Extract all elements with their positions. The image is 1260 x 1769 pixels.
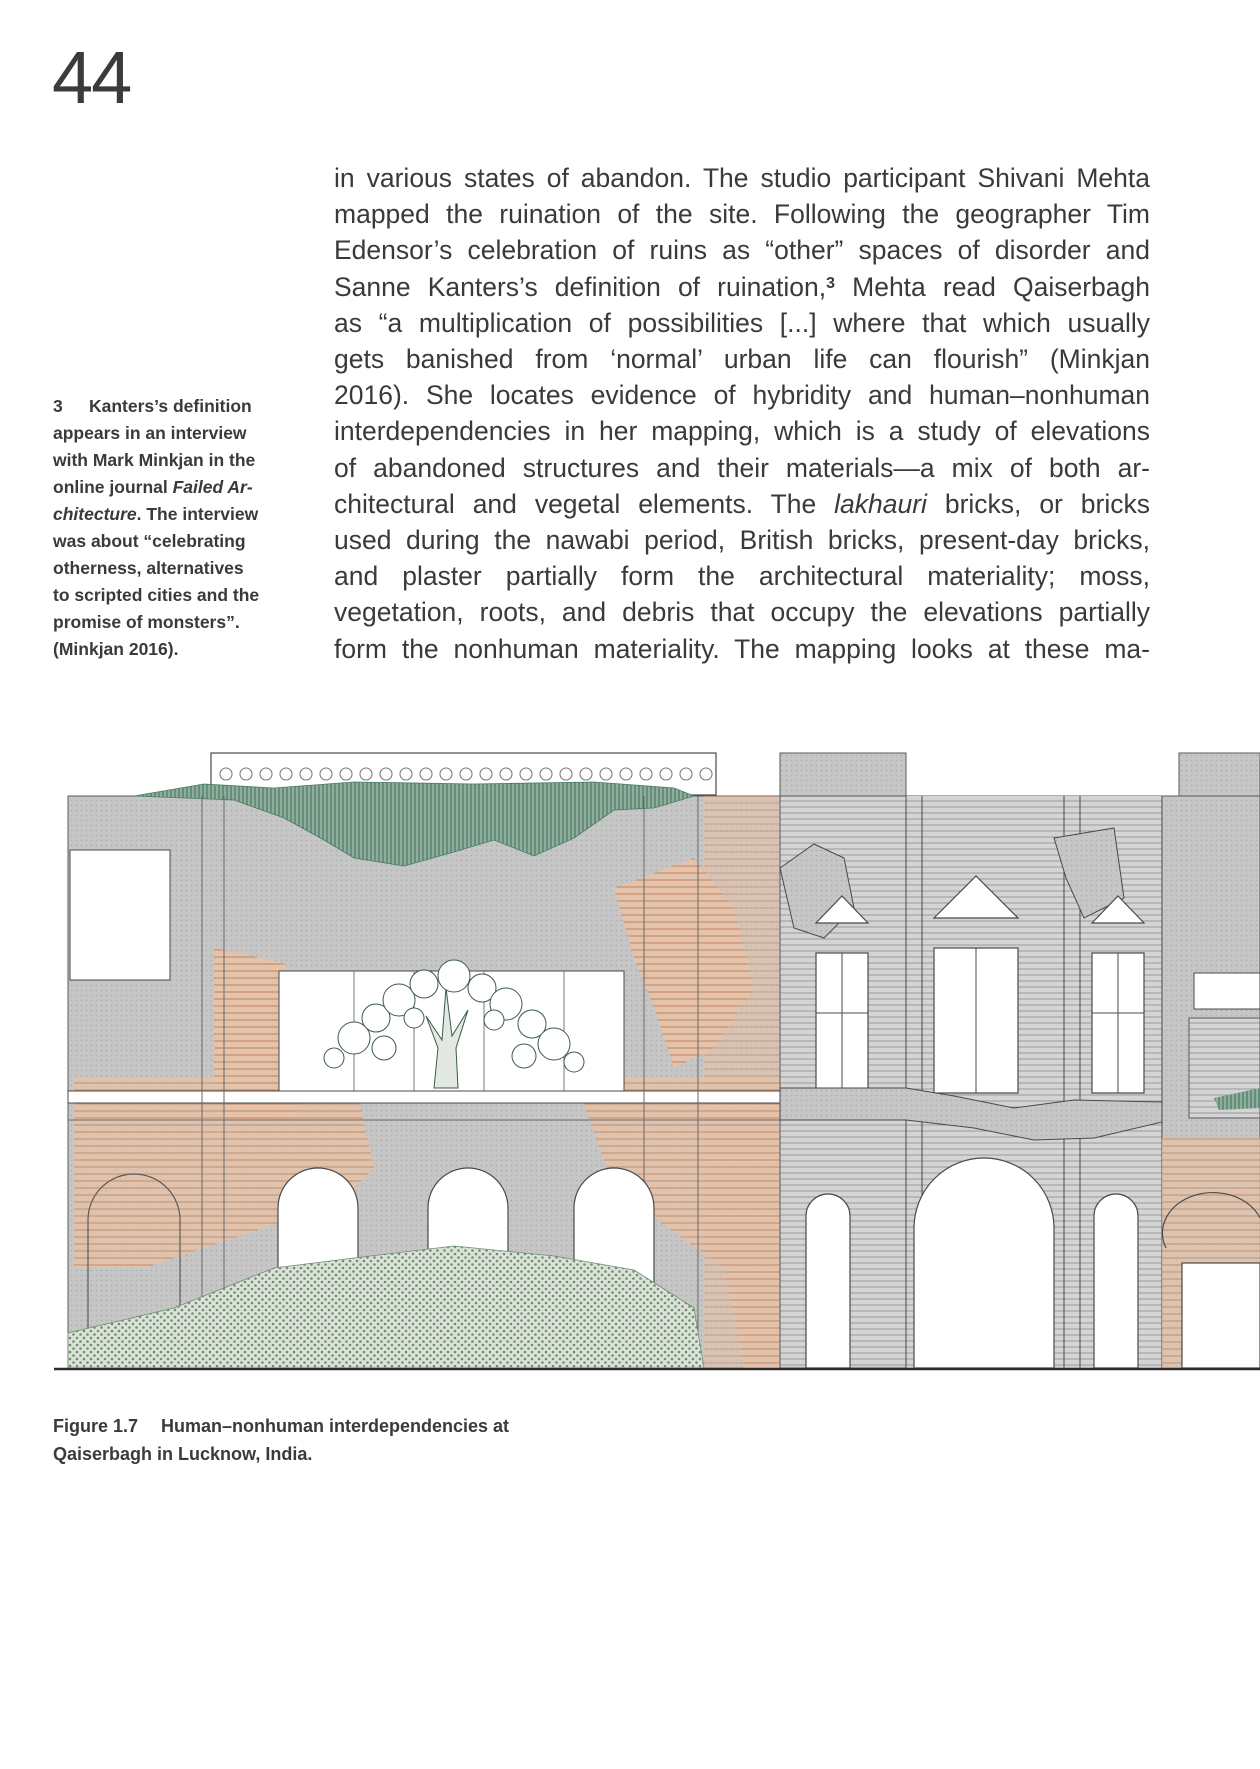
body-line: of abandoned structures and their materials—a mix of both ar-	[334, 452, 1150, 483]
body-text	[334, 160, 1150, 667]
body-line: Edensor’s celebration of ruins as “other” spaces of disorder and	[334, 235, 1150, 266]
page-number: 44	[52, 36, 131, 119]
elevation-drawing	[54, 748, 1260, 1388]
figure-label: Figure 1.7	[53, 1416, 139, 1436]
footnote: 3 Kanters’s definition appears in an interview with Mark Minkjan in the online journal Failed Ar- chitecture. The interview was about “celebrating otherness, alternatives to scripted cities and the promise of monsters”. (Minkjan 2016).	[53, 393, 298, 663]
body-line: in various states of abandon. The studio participant Shivani Mehta	[334, 163, 1150, 193]
body-line: mapped the ruination of the site. Following the geographer Tim	[334, 199, 1150, 230]
body-line: 2016). She locates evidence of hybridity and human–nonhuman	[334, 380, 1150, 411]
footnote-number: 3	[53, 396, 63, 416]
figure-caption: Figure 1.7 Human–nonhuman interdependencies at Qaiserbagh in Lucknow, India.	[53, 1412, 613, 1468]
body-line: gets banished from ‘normal’ urban life can flourish” (Minkjan	[334, 344, 1150, 375]
body-line: and plaster partially form the architectural materiality; moss,	[334, 561, 1150, 592]
body-line: form the nonhuman materiality. The mapping looks at these ma-	[334, 633, 1150, 664]
elevation-svg	[54, 748, 1260, 1388]
body-line: used during the nawabi period, British bricks, present-day bricks,	[334, 525, 1150, 556]
body-line: interdependencies in her mapping, which is a study of elevations	[334, 416, 1150, 447]
body-line: as “a multiplication of possibilities [...] where that which usually	[334, 307, 1150, 338]
body-line: chitectural and vegetal elements. The lakhauri bricks, or bricks	[334, 488, 1150, 519]
body-line: Sanne Kanters’s definition of ruination,$^3$ Mehta read Qaiserbagh	[334, 271, 1150, 302]
italic-term: lakhauri	[834, 488, 927, 519]
body-line: vegetation, roots, and debris that occupy the elevations partially	[334, 597, 1150, 628]
footnote-reference[interactable]: 3	[826, 274, 836, 292]
